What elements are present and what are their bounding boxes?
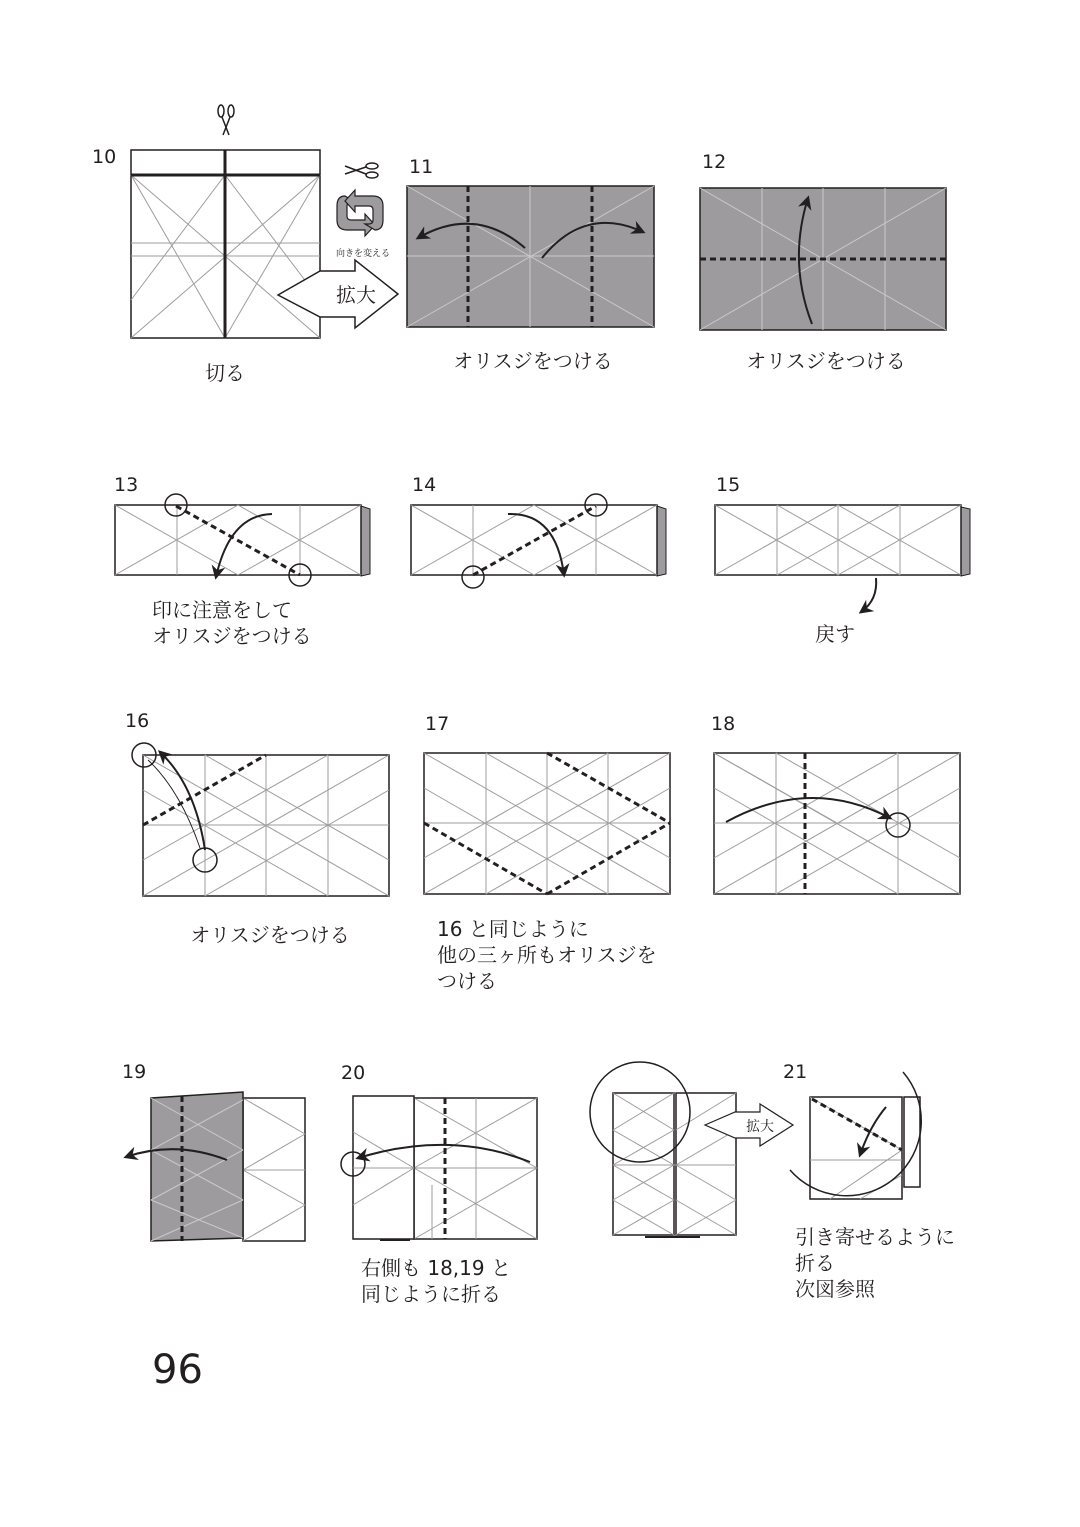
step-16-number: 16: [125, 710, 150, 732]
step-18-number: 18: [711, 713, 736, 735]
enlarge-label: 拡大: [336, 283, 376, 307]
step-12-caption: オリスジをつける: [746, 349, 906, 373]
rotate-label: 向きを変える: [335, 249, 391, 259]
page-number: 96: [152, 1347, 203, 1393]
step-17-caption-line1: 16 と同じように: [437, 917, 589, 941]
step-15-caption: 戻す: [815, 622, 855, 646]
step-19-diagram: [122, 1061, 305, 1241]
step-11-number: 11: [409, 156, 434, 178]
step-12-number: 12: [702, 151, 727, 173]
step-17-diagram: [424, 713, 670, 993]
step-16-caption: オリスジをつける: [190, 923, 350, 947]
step-11-caption: オリスジをつける: [453, 349, 613, 373]
step-20-caption-line1: 右側も 18,19 と: [361, 1256, 511, 1280]
step-21-caption-line1: 引き寄せるように: [795, 1225, 955, 1249]
scissors-icon: [345, 163, 378, 178]
step-13-caption-line2: オリスジをつける: [152, 624, 312, 648]
step-15-number: 15: [716, 474, 741, 496]
step-13-number: 13: [114, 474, 139, 496]
step-17-caption-line3: つける: [437, 969, 497, 993]
step-20-enlarge-view: [590, 1062, 793, 1237]
step-10-diagram: [92, 105, 398, 385]
scissors-icon: [218, 105, 234, 135]
step-13-caption-line1: 印に注意をして: [152, 598, 292, 622]
step-12-diagram: [700, 151, 946, 373]
step-19-number: 19: [122, 1061, 147, 1083]
step-20-diagram: [341, 1062, 537, 1306]
enlarge-small-label: 拡大: [746, 1119, 774, 1135]
step-18-diagram: [711, 713, 960, 894]
step-10-caption: 切る: [205, 361, 245, 385]
step-21-diagram: [783, 1061, 955, 1301]
step-11-diagram: [407, 156, 654, 373]
step-17-number: 17: [425, 713, 450, 735]
step-13-diagram: [114, 474, 370, 648]
step-14-number: 14: [412, 474, 437, 496]
step-21-number: 21: [783, 1061, 808, 1083]
rotate-icon: [337, 190, 383, 236]
step-14-diagram: [411, 474, 666, 588]
step-10-number: 10: [92, 146, 117, 168]
step-21-caption-line3: 次図参照: [795, 1277, 875, 1301]
step-21-caption-line2: 折る: [795, 1251, 835, 1275]
step-20-number: 20: [341, 1062, 366, 1084]
step-17-caption-line2: 他の三ヶ所もオリスジを: [437, 943, 657, 967]
step-20-caption-line2: 同じように折る: [361, 1282, 501, 1306]
step-15-diagram: [715, 474, 970, 646]
step-16-diagram: [125, 710, 389, 947]
